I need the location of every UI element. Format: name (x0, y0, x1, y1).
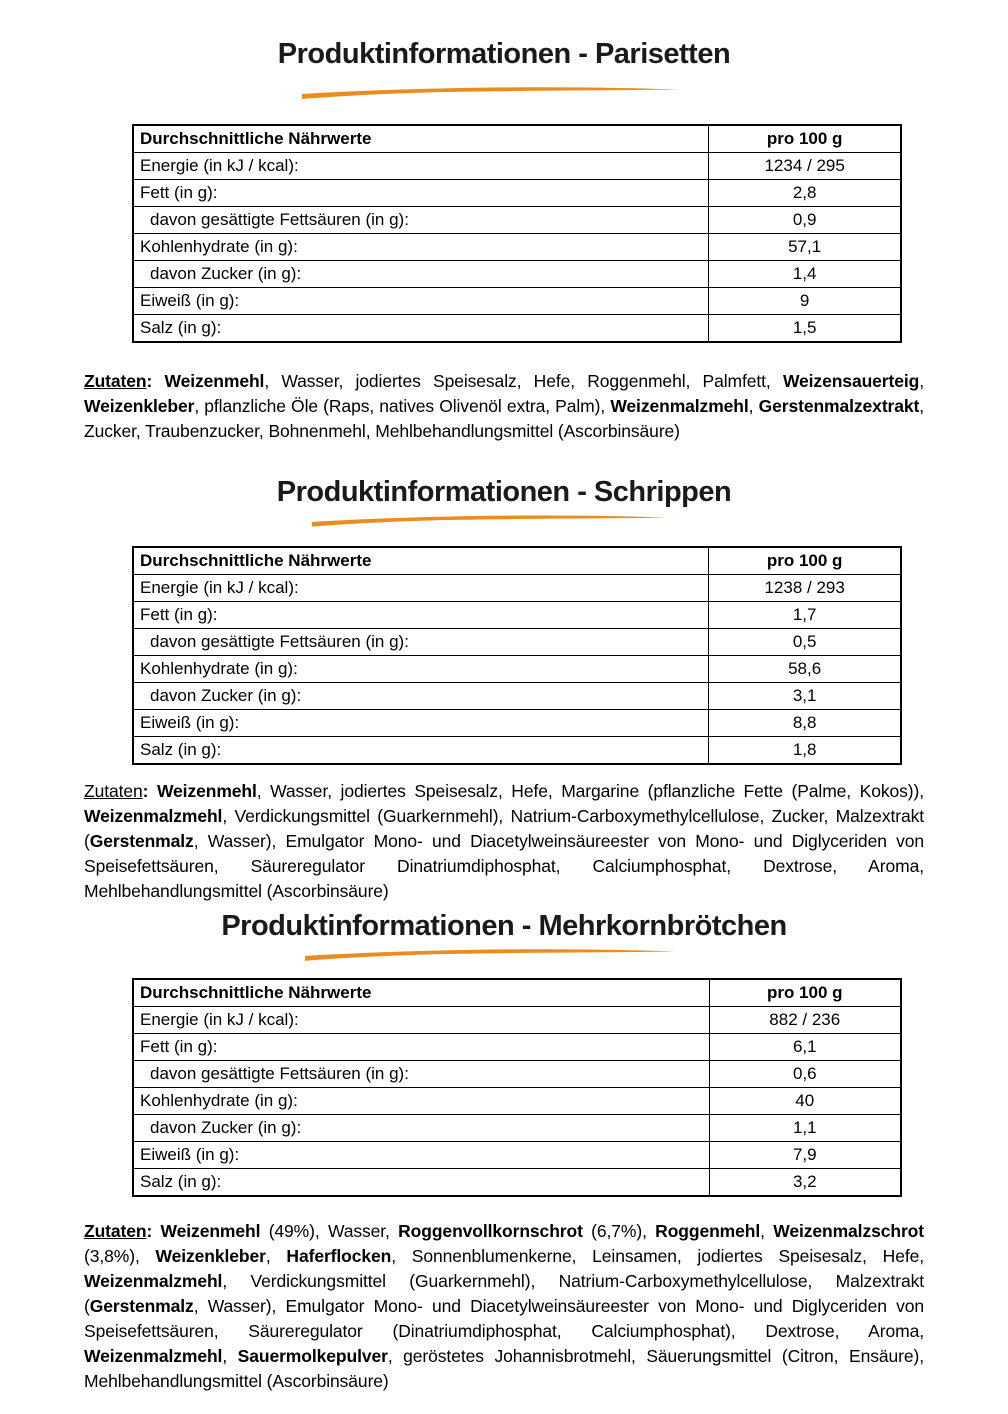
nutrient-value: 2,8 (709, 180, 901, 207)
nutrient-label: davon Zucker (in g): (133, 1115, 709, 1142)
ingredient-run: (49%), Wasser, (260, 1221, 399, 1241)
table-header-row (133, 125, 901, 153)
ingredient-run: Weizenmehl (156, 781, 257, 801)
table-row (133, 315, 901, 343)
nutrient-label: davon gesättigte Fettsäuren (in g): (133, 1061, 709, 1088)
ingredient-run: , Verdickungsmittel (Guarkernmehl), Natrium-Carboxymethylcellulose, Zucker, Malzextrakt ( (84, 806, 924, 851)
table-row (133, 1142, 901, 1169)
nutrient-label: Salz (in g): (133, 737, 709, 765)
nutrient-value: 3,1 (709, 683, 901, 710)
table-row (133, 180, 901, 207)
product-section-schrippen (84, 476, 924, 904)
ingredient-run: , Zucker, Traubenzucker, Bohnenmehl, Mehlbehandlungsmittel (Ascorbinsäure) (84, 396, 925, 441)
table-row (133, 234, 901, 261)
column-header-per100g: pro 100 g (709, 125, 901, 153)
ingredient-run: Sauermolkepulver (237, 1346, 388, 1366)
nutrient-label: Salz (in g): (133, 1169, 709, 1197)
nutrient-label: davon gesättigte Fettsäuren (in g): (133, 207, 709, 234)
ingredient-run: Gerstenmalz (89, 831, 194, 851)
nutrient-value: 1,5 (709, 315, 901, 343)
table-header-row (133, 547, 901, 575)
title-underline-swoosh (84, 510, 924, 530)
nutrient-label: Kohlenhydrate (in g): (133, 234, 709, 261)
nutrient-value: 1238 / 293 (709, 575, 901, 602)
ingredient-run: Weizenmalzschrot (773, 1221, 924, 1241)
column-header-per100g: pro 100 g (709, 547, 901, 575)
page-title: Produktinformationen - Schrippen (276, 476, 732, 508)
ingredient-run: Weizenmehl (164, 371, 265, 391)
nutrient-value: 0,9 (709, 207, 901, 234)
ingredient-run: , geröstetes Johannisbrotmehl, Säuerungsmittel (Citron, Ensäure), Mehlbehandlungsmittel (Ascorbinsäure) (84, 1346, 924, 1391)
title-underline-swoosh (84, 944, 924, 964)
ingredient-run: , (222, 1346, 238, 1366)
table-row (133, 629, 901, 656)
table-row (133, 261, 901, 288)
nutrient-label: Energie (in kJ / kcal): (133, 1007, 709, 1034)
nutrient-value: 1,8 (709, 737, 901, 765)
nutrient-label: Energie (in kJ / kcal): (133, 153, 709, 180)
nutrient-label: Energie (in kJ / kcal): (133, 575, 709, 602)
title-underline-swoosh (84, 82, 924, 102)
nutrient-label: Salz (in g): (133, 315, 709, 343)
nutrition-table (132, 978, 902, 1197)
nutrient-label: Eiweiß (in g): (133, 710, 709, 737)
ingredient-run: Weizenkleber (84, 396, 195, 416)
nutrient-value: 1,4 (709, 261, 901, 288)
ingredient-run: Weizenmehl (160, 1221, 261, 1241)
nutrient-value: 57,1 (709, 234, 901, 261)
ingredient-run: Zutaten (84, 1221, 147, 1241)
ingredient-run: , Wasser), Emulgator Mono- und Diacetylweinsäureester von Mono- und Diglyceriden von Speisefettsäuren, Säureregulator (Dinatriumdiphosphat, Calciumphosphat), Dextrose, Aroma, (84, 1296, 924, 1341)
nutrient-label: davon Zucker (in g): (133, 261, 709, 288)
nutrient-label: davon Zucker (in g): (133, 683, 709, 710)
ingredient-run: , Wasser, jodiertes Speisesalz, Hefe, Margarine (pflanzliche Fette (Palme, Kokos)), (256, 781, 924, 801)
table-row (133, 1088, 901, 1115)
nutrient-value: 40 (709, 1088, 901, 1115)
table-row (133, 1007, 901, 1034)
nutrient-value: 0,6 (709, 1061, 901, 1088)
ingredients-paragraph (84, 779, 924, 904)
nutrition-table (132, 546, 902, 765)
ingredient-run: Weizenmalzmehl (84, 1271, 223, 1291)
nutrient-label: Fett (in g): (133, 180, 709, 207)
table-row (133, 737, 901, 765)
nutrient-value: 58,6 (709, 656, 901, 683)
nutrient-label: Eiweiß (in g): (133, 1142, 709, 1169)
table-row (133, 1034, 901, 1061)
product-section-parisetten (84, 38, 924, 444)
table-row (133, 602, 901, 629)
ingredient-run: , Wasser), Emulgator Mono- und Diacetylweinsäureester von Mono- und Diglyceriden von Speisefettsäuren, Säureregulator Dinatriumdiphosphat, Calciumphosphat, Dextrose, Aroma, Mehlbehandlungsmittel (Ascorbinsäure) (84, 831, 924, 901)
column-header-nutrients: Durchschnittliche Nährwerte (133, 547, 709, 575)
nutrient-label: Fett (in g): (133, 1034, 709, 1061)
nutrient-value: 0,5 (709, 629, 901, 656)
table-row (133, 207, 901, 234)
page-title: Produktinformationen - Parisetten (277, 38, 731, 70)
ingredient-run: Gerstenmalz (89, 1296, 194, 1316)
nutrient-label: Fett (in g): (133, 602, 709, 629)
table-row (133, 710, 901, 737)
ingredient-run: , Wasser, jodiertes Speisesalz, Hefe, Roggenmehl, Palmfett, (264, 371, 783, 391)
ingredient-run: : (146, 1221, 161, 1241)
ingredients-paragraph (84, 1219, 924, 1394)
ingredient-run: (3,8%), (84, 1246, 156, 1266)
ingredient-run: : (146, 371, 165, 391)
ingredient-run: (6,7%), (582, 1221, 656, 1241)
table-row (133, 153, 901, 180)
ingredient-run: , Verdickungsmittel (Guarkernmehl), Natrium-Carboxymethylcellulose, Malzextrakt ( (84, 1271, 924, 1316)
nutrient-label: Kohlenhydrate (in g): (133, 656, 709, 683)
ingredient-run: Roggenvollkornschrot (398, 1221, 583, 1241)
ingredients-paragraph (84, 369, 924, 444)
product-section-mehrkornbroetchen (84, 910, 924, 1394)
nutrition-table (132, 124, 902, 343)
ingredient-run: Zutaten (84, 371, 147, 391)
ingredient-run: Roggenmehl (655, 1221, 761, 1241)
ingredient-run: Weizenkleber (155, 1246, 266, 1266)
ingredient-run: Weizensauerteig (782, 371, 920, 391)
nutrient-label: Eiweiß (in g): (133, 288, 709, 315)
ingredient-run: Weizenmalzmehl (84, 1346, 223, 1366)
table-row (133, 1115, 901, 1142)
table-row (133, 575, 901, 602)
ingredient-run: , (919, 371, 924, 391)
table-row (133, 683, 901, 710)
ingredient-run: Weizenmalzmehl (610, 396, 749, 416)
table-row (133, 1169, 901, 1197)
nutrient-value: 3,2 (709, 1169, 901, 1197)
table-row (133, 1061, 901, 1088)
nutrient-label: davon gesättigte Fettsäuren (in g): (133, 629, 709, 656)
ingredient-run: , (760, 1221, 774, 1241)
table-row (133, 656, 901, 683)
ingredient-run: : (142, 781, 157, 801)
ingredient-run: Zutaten (84, 781, 143, 801)
ingredient-run: Gerstenmalzextrakt (758, 396, 920, 416)
page-title: Produktinformationen - Mehrkornbrötchen (221, 910, 787, 942)
column-header-per100g: pro 100 g (709, 979, 901, 1007)
nutrient-value: 6,1 (709, 1034, 901, 1061)
nutrient-value: 7,9 (709, 1142, 901, 1169)
ingredient-run: , (265, 1246, 287, 1266)
nutrient-value: 1234 / 295 (709, 153, 901, 180)
column-header-nutrients: Durchschnittliche Nährwerte (133, 979, 709, 1007)
nutrient-value: 9 (709, 288, 901, 315)
ingredient-run: , (748, 396, 759, 416)
nutrient-value: 882 / 236 (709, 1007, 901, 1034)
nutrient-value: 8,8 (709, 710, 901, 737)
nutrient-value: 1,1 (709, 1115, 901, 1142)
ingredient-run: Haferflocken (286, 1246, 392, 1266)
ingredient-run: , Sonnenblumenkerne, Leinsamen, jodiertes Speisesalz, Hefe, (391, 1246, 924, 1266)
ingredient-run: Weizenmalzmehl (84, 806, 223, 826)
nutrient-label: Kohlenhydrate (in g): (133, 1088, 709, 1115)
table-row (133, 288, 901, 315)
column-header-nutrients: Durchschnittliche Nährwerte (133, 125, 709, 153)
nutrient-value: 1,7 (709, 602, 901, 629)
ingredient-run: , pflanzliche Öle (Raps, natives Olivenöl extra, Palm), (194, 396, 611, 416)
table-header-row (133, 979, 901, 1007)
